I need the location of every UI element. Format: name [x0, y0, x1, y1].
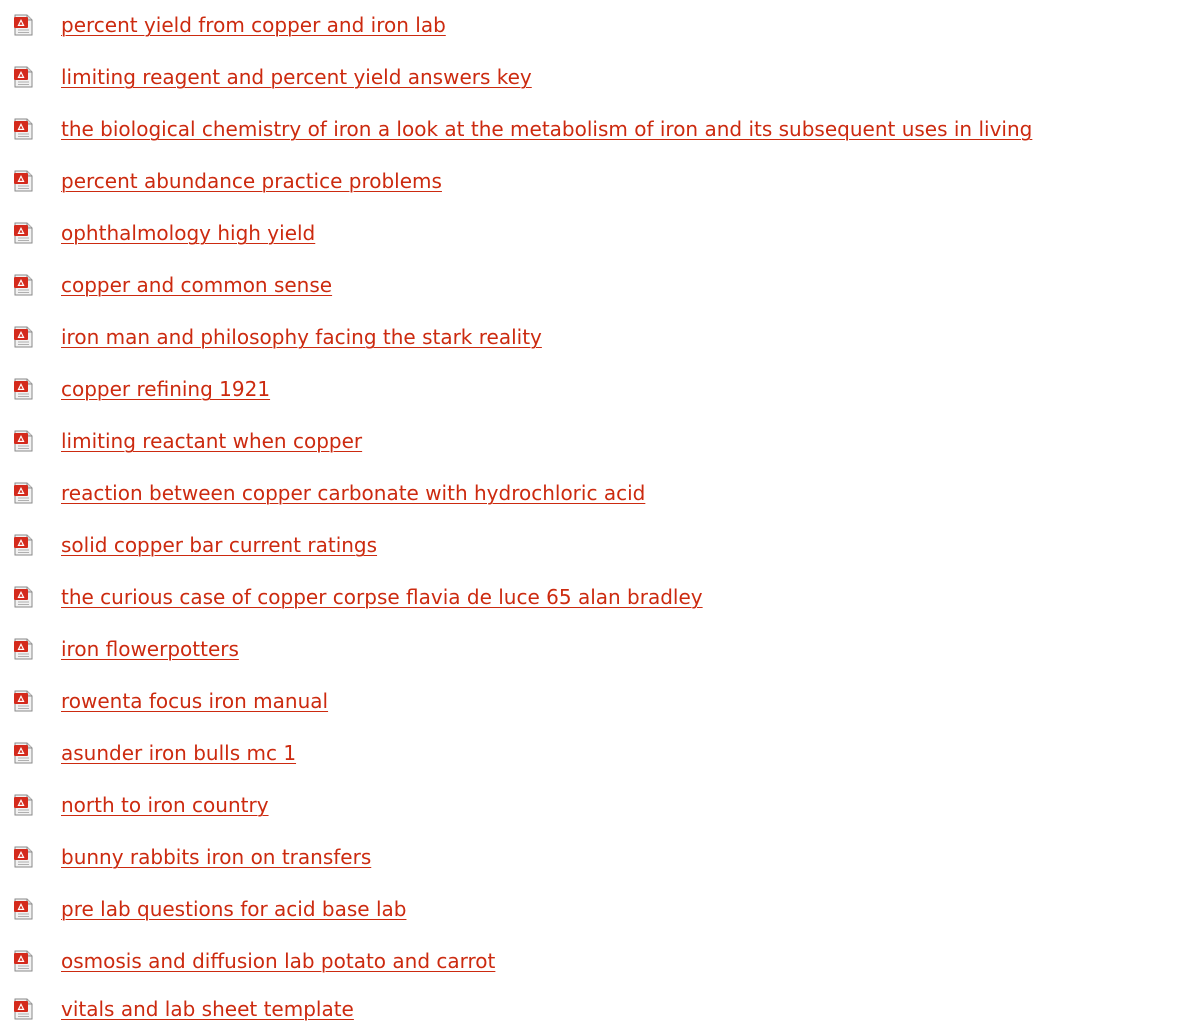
pdf-file-icon	[12, 274, 34, 296]
pdf-link[interactable]: percent abundance practice problems	[61, 169, 442, 193]
pdf-file-icon	[12, 638, 34, 660]
list-item[interactable]	[0, 8, 1200, 44]
list-item[interactable]	[0, 736, 1200, 772]
list-item[interactable]	[0, 268, 1200, 304]
list-item[interactable]	[0, 164, 1200, 200]
pdf-file-icon	[12, 998, 34, 1020]
list-item[interactable]	[0, 840, 1200, 876]
pdf-link[interactable]: copper and common sense	[61, 273, 333, 297]
pdf-link[interactable]: bunny rabbits iron on transfers	[61, 845, 372, 869]
pdf-file-icon	[12, 586, 34, 608]
pdf-link[interactable]: limiting reagent and percent yield answers key	[61, 65, 532, 89]
list-item[interactable]	[0, 424, 1200, 460]
pdf-link[interactable]: the curious case of copper corpse flavia de luce 65 alan bradley	[61, 585, 703, 609]
pdf-link[interactable]: solid copper bar current ratings	[61, 533, 378, 557]
pdf-file-icon	[12, 118, 34, 140]
pdf-link[interactable]: asunder iron bulls mc 1	[61, 741, 297, 765]
list-item[interactable]	[0, 372, 1200, 408]
list-item[interactable]	[0, 216, 1200, 252]
list-item[interactable]	[0, 788, 1200, 824]
pdf-link[interactable]: copper refining 1921	[61, 377, 271, 401]
pdf-file-icon	[12, 14, 34, 36]
list-item[interactable]	[0, 944, 1200, 980]
pdf-link[interactable]: ophthalmology high yield	[61, 221, 316, 245]
list-item[interactable]	[0, 112, 1200, 148]
list-item[interactable]	[0, 892, 1200, 928]
pdf-file-icon	[12, 950, 34, 972]
pdf-file-icon	[12, 794, 34, 816]
list-item[interactable]	[0, 476, 1200, 512]
pdf-link[interactable]: iron flowerpotters	[61, 637, 239, 661]
pdf-file-icon	[12, 534, 34, 556]
pdf-file-icon	[12, 430, 34, 452]
list-item[interactable]	[0, 992, 1200, 1028]
pdf-link[interactable]: limiting reactant when copper	[61, 429, 363, 453]
list-item[interactable]	[0, 580, 1200, 616]
pdf-link[interactable]: iron man and philosophy facing the stark reality	[61, 325, 542, 349]
pdf-file-icon	[12, 482, 34, 504]
pdf-file-icon	[12, 222, 34, 244]
pdf-file-icon	[12, 742, 34, 764]
list-item[interactable]	[0, 684, 1200, 720]
list-item[interactable]	[0, 632, 1200, 668]
pdf-link[interactable]: north to iron country	[61, 793, 269, 817]
pdf-file-icon	[12, 66, 34, 88]
list-item[interactable]	[0, 528, 1200, 564]
pdf-link[interactable]: osmosis and diffusion lab potato and carrot	[61, 949, 496, 973]
pdf-link[interactable]: reaction between copper carbonate with hydrochloric acid	[61, 481, 646, 505]
pdf-link[interactable]: percent yield from copper and iron lab	[61, 13, 446, 37]
pdf-file-icon	[12, 898, 34, 920]
pdf-file-icon	[12, 326, 34, 348]
pdf-file-icon	[12, 378, 34, 400]
list-item[interactable]	[0, 60, 1200, 96]
pdf-link[interactable]: vitals and lab sheet template	[61, 997, 354, 1021]
pdf-file-icon	[12, 846, 34, 868]
pdf-link[interactable]: rowenta focus iron manual	[61, 689, 329, 713]
pdf-link[interactable]: pre lab questions for acid base lab	[61, 897, 407, 921]
pdf-link[interactable]: the biological chemistry of iron a look at the metabolism of iron and its subsequent uses in living	[61, 117, 1033, 141]
pdf-file-icon	[12, 690, 34, 712]
list-item[interactable]	[0, 320, 1200, 356]
pdf-file-icon	[12, 170, 34, 192]
